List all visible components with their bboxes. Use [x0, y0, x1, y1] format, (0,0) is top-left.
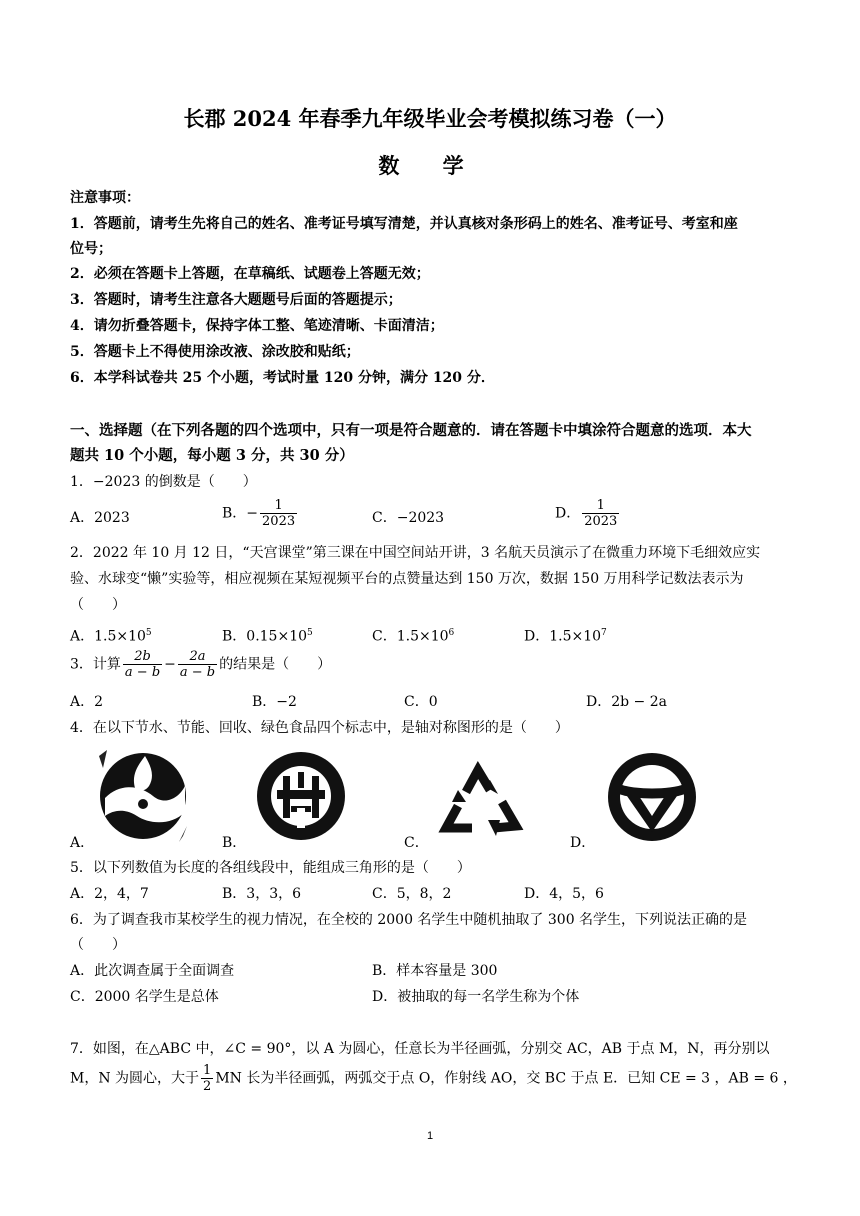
- q1-option-d-label: D．: [555, 505, 581, 522]
- exam-title: 长郡 2024 年春季九年级毕业会考模拟练习卷（一）: [183, 106, 677, 131]
- q2-a-base: A．1.5×10: [70, 628, 146, 645]
- q1-stem: 1．−2023 的倒数是（ ）: [70, 474, 257, 490]
- q6-option-c: C．2000 名学生是总体: [70, 989, 219, 1005]
- notice-item-3: 3．答题时，请考生注意各大题题号后面的答题提示；: [70, 292, 402, 308]
- q1-d-numerator: 1: [582, 498, 619, 514]
- q1-option-d-fraction: [582, 498, 619, 529]
- q3-f1-denominator: a − b: [124, 665, 161, 680]
- notice-item-1-cont: 位号；: [70, 241, 112, 257]
- q5-option-b: B．3，3，6: [222, 886, 302, 902]
- q7-half-numerator: 1: [203, 1063, 212, 1078]
- q2-option-d: [524, 623, 607, 647]
- notice-item-6: 6．本学科试卷共 25 个小题，考试时量 120 分钟，满分 120 分．: [70, 370, 495, 386]
- q2-line2: 验、水球变“懒”实验等，相应视频在某短视频平台的点赞量达到 150 万次，数据 150 万用科学记数法表示为: [70, 571, 744, 587]
- q2-b-exponent: 5: [307, 628, 313, 638]
- q1-option-b-label: B．−: [222, 505, 259, 522]
- q1-d-denominator: 2023: [584, 514, 618, 529]
- q7-line2-post: MN 长为半径画弧，两弧交于点 O，作射线 AO，交 BC 于点 E．已知 CE = 3 ，AB = 6 ，: [215, 1070, 797, 1087]
- water-saving-logo-icon: [97, 746, 189, 846]
- notice-item-2: 2．必须在答题卡上答题，在草稿纸、试题卷上答题无效；: [70, 266, 430, 282]
- q4-option-a: A．: [70, 835, 95, 851]
- q3-fraction-1: [123, 649, 162, 680]
- q2-b-base: B．0.15×10: [222, 628, 308, 645]
- q3-fraction-2: [178, 649, 217, 680]
- section-heading-line2: 题共 10 个小题，每小题 3 分，共 30 分）: [70, 447, 354, 464]
- q3-f2-numerator: 2a: [178, 649, 217, 665]
- notice-item-1: 1．答题前，请考生先将自己的姓名、准考证号填写清楚，并认真核对条形码上的姓名、准考证号、考室和座: [70, 216, 738, 232]
- subject-title: 数 学: [378, 153, 482, 178]
- q1-option-b-fraction: [260, 498, 297, 529]
- q2-option-b: [222, 623, 313, 647]
- green-food-logo-icon: [605, 750, 699, 844]
- q6-option-d: D．被抽取的每一名学生称为个体: [372, 989, 580, 1005]
- q6-option-a: A．此次调查属于全面调查: [70, 963, 235, 979]
- q3-option-b: B．−2: [252, 694, 297, 710]
- recycling-logo-icon: [436, 758, 526, 840]
- q1-option-a: A．2023: [70, 510, 130, 526]
- section-heading-line1: 一、选择题（在下列各题的四个选项中，只有一项是符合题意的．请在答题卡中填涂符合题意的选项．本大: [70, 422, 752, 439]
- q6-option-b: B．样本容量是 300: [372, 963, 498, 979]
- q3-pre: 3．计算: [70, 656, 121, 673]
- q7-line2-pre: M，N 为圆心，大于: [70, 1070, 200, 1087]
- q3-minus: −: [164, 656, 176, 673]
- q7-half-fraction: [201, 1063, 213, 1094]
- q1-option-b: [222, 498, 299, 529]
- q3-f1-numerator: 2b: [123, 649, 162, 665]
- q7-half-denominator: 2: [203, 1079, 212, 1094]
- q3-option-c: C．0: [404, 694, 438, 710]
- q6-line1: 6．为了调查我市某校学生的视力情况，在全校的 2000 名学生中随机抽取了 300 名学生，下列说法正确的是: [70, 912, 748, 928]
- q7-line1: 7．如图，在△ABC 中，∠C = 90°，以 A 为圆心，任意长为半径画弧，分别交 AC，AB 于点 M，N，再分别以: [70, 1041, 770, 1057]
- q2-a-exponent: 5: [145, 628, 152, 638]
- q5-stem: 5．以下列数值为长度的各组线段中，能组成三角形的是（ ）: [70, 860, 471, 876]
- page-number: 1: [426, 1130, 434, 1142]
- q3-option-d: D．2b − 2a: [586, 694, 667, 710]
- q4-option-b: B．: [222, 835, 247, 851]
- q3-f2-denominator: a − b: [179, 665, 216, 680]
- q7-line2: [70, 1063, 797, 1094]
- q3-option-a: A．2: [70, 694, 104, 710]
- q4-option-c: C．: [404, 835, 429, 851]
- q2-d-base: D．1.5×10: [524, 628, 602, 645]
- notice-item-5: 5．答题卡上不得使用涂改液、涂改胶和贴纸；: [70, 344, 360, 360]
- q5-option-a: A．2，4，7: [70, 886, 149, 902]
- q2-line1: 2．2022 年 10 月 12 日，“天宫课堂”第三课在中国空间站开讲，3 名航天员演示了在微重力环境下毛细效应实: [70, 545, 761, 561]
- q3-stem: [70, 649, 331, 680]
- notice-item-4: 4．请勿折叠答题卡，保持字体工整、笔迹清晰、卡面清洁；: [70, 318, 444, 334]
- notice-heading: 注意事项：: [70, 190, 140, 206]
- q1-option-d: [555, 498, 621, 529]
- q1-b-numerator: 1: [260, 498, 297, 514]
- q5-option-c: C．5，8，2: [372, 886, 452, 902]
- energy-saving-logo-icon: [255, 748, 347, 844]
- q2-d-exponent: 7: [601, 628, 607, 638]
- q3-post: 的结果是（ ）: [219, 656, 332, 673]
- q2-option-a: [70, 623, 152, 647]
- q4-option-d: D．: [570, 835, 596, 851]
- q2-c-exponent: 6: [448, 628, 455, 638]
- q2-c-base: C．1.5×10: [372, 628, 449, 645]
- q4-stem: 4．在以下节水、节能、回收、绿色食品四个标志中，是轴对称图形的是（ ）: [70, 720, 569, 736]
- q2-option-c: [372, 623, 454, 647]
- q1-option-c: C．−2023: [372, 510, 445, 526]
- q2-line3: （ ）: [70, 597, 126, 613]
- q5-option-d: D．4，5，6: [524, 886, 604, 902]
- q6-line2: （ ）: [70, 937, 126, 953]
- q1-b-denominator: 2023: [262, 514, 296, 529]
